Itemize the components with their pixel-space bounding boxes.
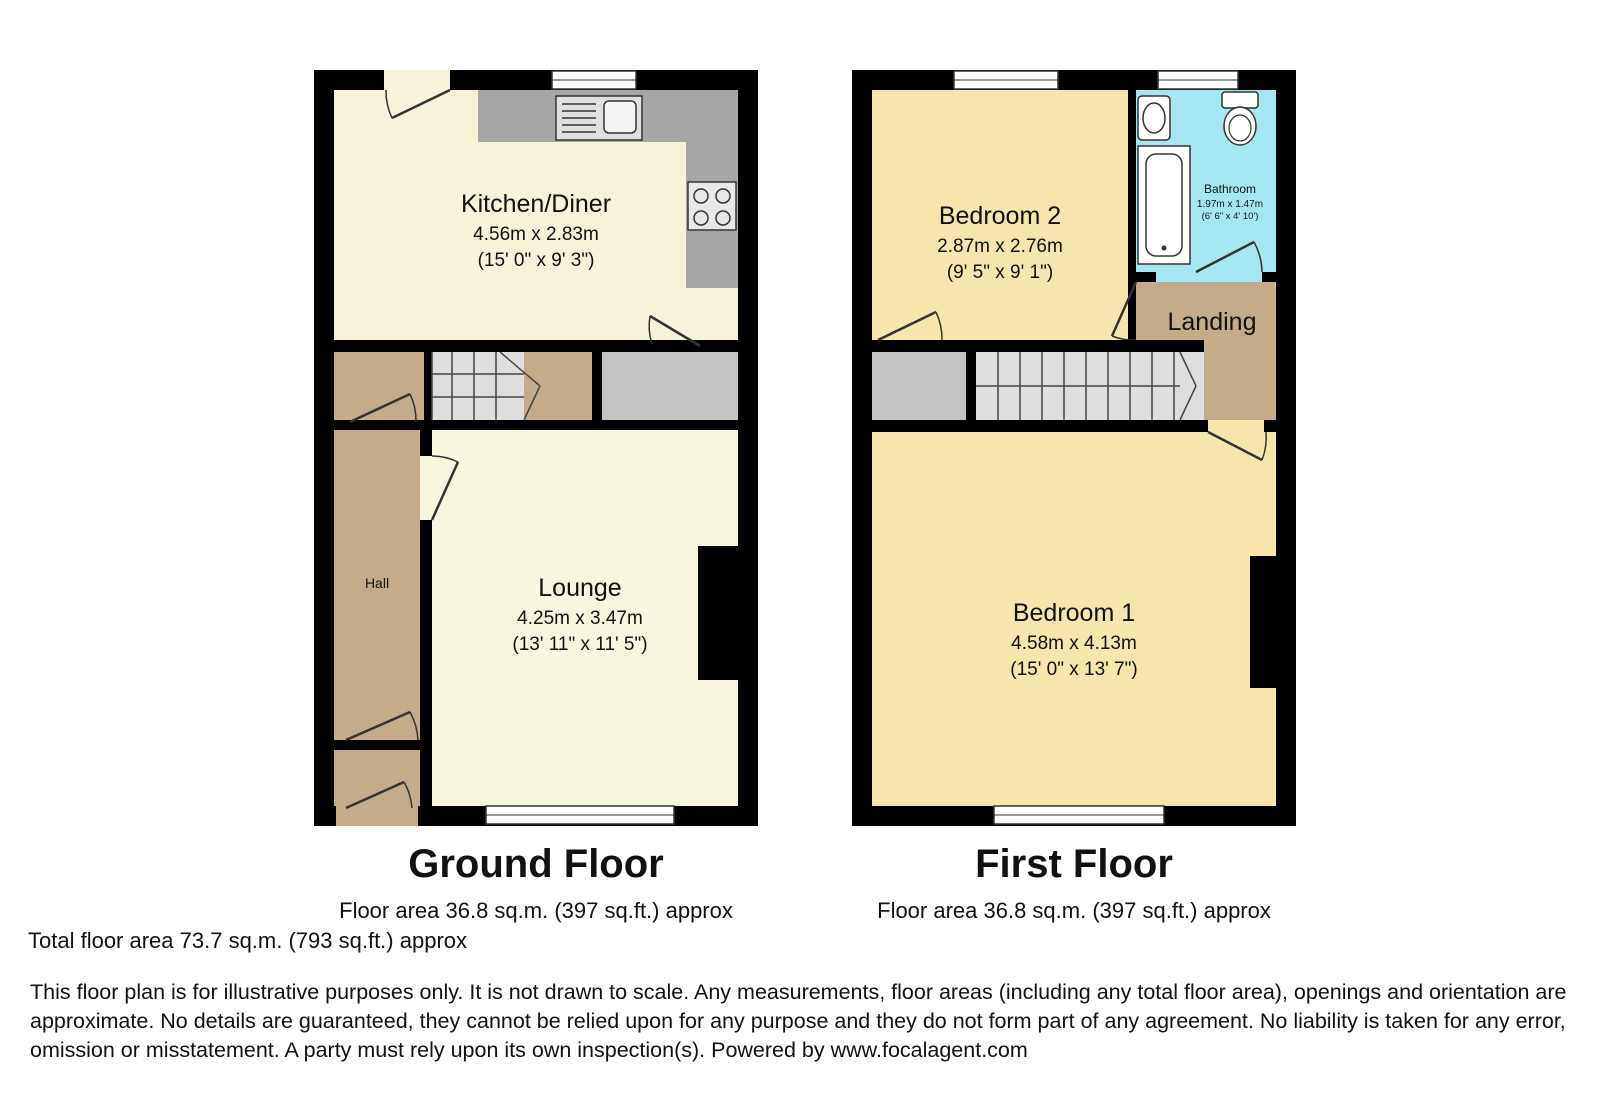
landing-name: Landing xyxy=(1167,308,1257,336)
hall-top-floor xyxy=(334,352,424,422)
bathroom-name: Bathroom xyxy=(1203,182,1257,196)
bathroom-metric: 1.97m x 1.47m xyxy=(1196,199,1264,210)
lounge-chimney-breast xyxy=(698,546,738,680)
bedroom2-metric: 2.87m x 2.76m xyxy=(937,236,1063,257)
kitchen-name: Kitchen/Diner xyxy=(460,190,612,218)
hall-name: Hall xyxy=(364,575,390,591)
sink-icon xyxy=(556,96,642,140)
front-door-gap xyxy=(336,806,418,826)
lounge-door-gap xyxy=(420,456,432,520)
first-floor-area: Floor area 36.8 sq.m. (397 sq.ft.) approx xyxy=(877,898,1271,923)
bedroom1-name: Bedroom 1 xyxy=(1012,599,1136,627)
lounge-name: Lounge xyxy=(538,574,622,602)
understairs-cupboard xyxy=(602,352,738,420)
ground-stairs xyxy=(432,352,524,420)
first-floor-title: First Floor xyxy=(975,842,1173,886)
hob-icon xyxy=(688,182,736,230)
ground-floor-area: Floor area 36.8 sq.m. (397 sq.ft.) approx xyxy=(339,898,733,923)
first-floor-plan xyxy=(852,70,1296,826)
bathroom-imperial: (6' 6" x 4' 10') xyxy=(1201,211,1259,222)
bedroom1-imperial: (15' 0" x 13' 7") xyxy=(1010,659,1138,680)
total-floor-area: Total floor area 73.7 sq.m. (793 sq.ft.) approx xyxy=(28,928,468,953)
bedroom1-metric: 4.58m x 4.13m xyxy=(1011,633,1137,654)
lounge-imperial: (13' 11" x 11' 5") xyxy=(512,634,648,655)
lounge-metric: 4.25m x 3.47m xyxy=(517,608,643,629)
bedroom1-chimney-breast xyxy=(1250,556,1276,688)
kitchen-imperial: (15' 0" x 9' 3") xyxy=(477,250,595,271)
landing-lower-floor xyxy=(1204,344,1276,420)
porch-floor xyxy=(334,750,420,806)
bathroom-door-gap xyxy=(1156,272,1262,282)
basin-icon xyxy=(1138,96,1170,140)
first-cupboard xyxy=(872,352,966,420)
bedroom2-imperial: (9' 5" x 9' 1") xyxy=(946,262,1054,283)
bedroom2-name: Bedroom 2 xyxy=(938,202,1062,230)
ground-floor-title: Ground Floor xyxy=(408,842,664,886)
stair-landing-floor xyxy=(524,352,592,420)
disclaimer-text: This floor plan is for illustrative purposes only. It is not drawn to scale. Any measurements, floor areas (including any total floor area), openings and orientation are approximate. No details are guaranteed, they cannot be relied upon for any purpose and they do not form part of any agreement. No liability is taken for any error, omission or misstatement. A party must rely upon its own inspection(s). Powered by www.focalagent.com xyxy=(30,980,1567,1062)
kitchen-metric: 4.56m x 2.83m xyxy=(473,224,599,245)
kitchen-back-door-gap xyxy=(384,70,450,90)
toilet-icon xyxy=(1222,92,1258,145)
bath-icon xyxy=(1138,146,1190,264)
ground-floor-plan xyxy=(314,70,758,826)
bedroom1-door-gap xyxy=(1208,420,1264,432)
